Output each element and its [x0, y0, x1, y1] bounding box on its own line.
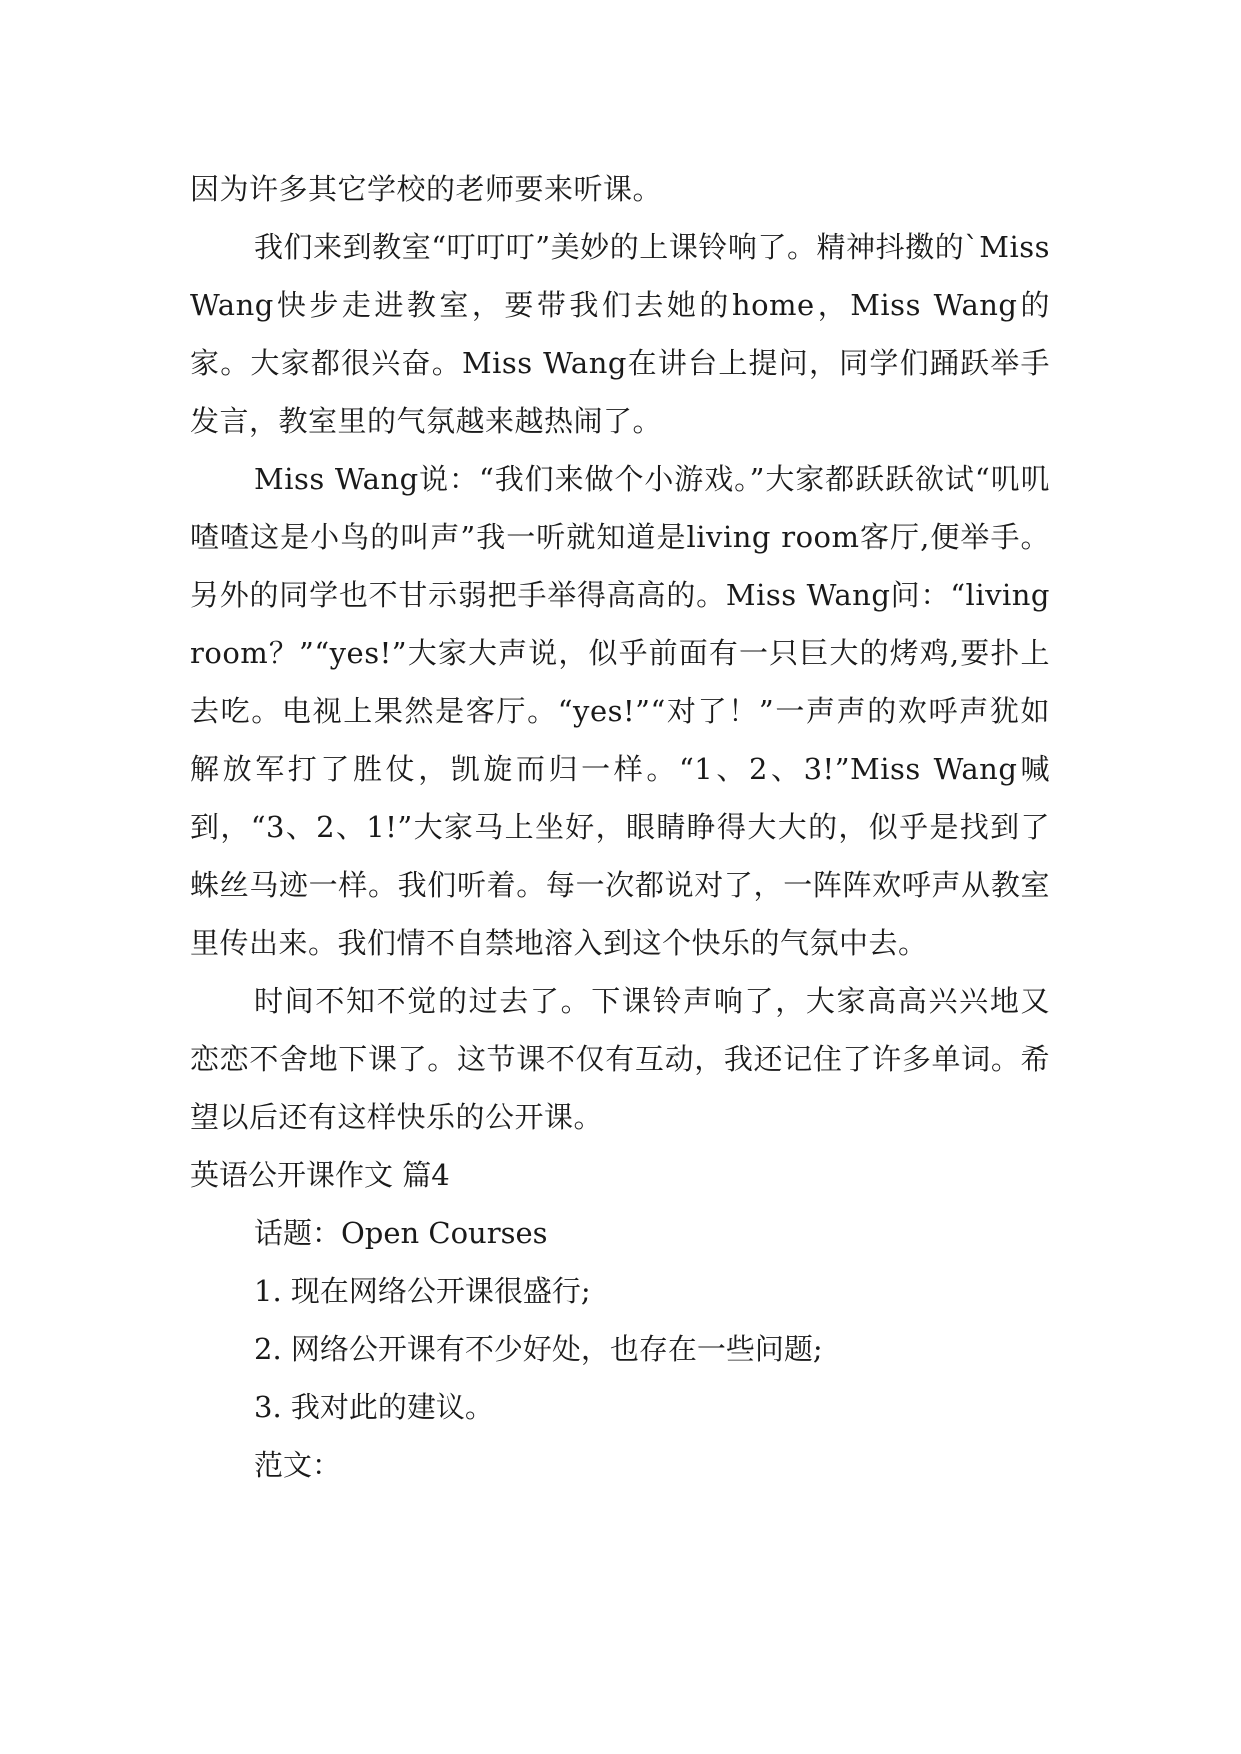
point-item: 2. 网络公开课有不少好处，也存在一些问题; — [254, 1332, 823, 1366]
section-title: 英语公开课作文 篇4 — [190, 1158, 450, 1192]
paragraph-continued: 因为许多其它学校的老师要来听课。 — [190, 172, 663, 206]
sample-label: 范文： — [254, 1448, 342, 1482]
topic-line: 话题：Open Courses — [254, 1216, 548, 1250]
paragraph-classroom: 我们来到教室“叮叮叮”美妙的上课铃响了。精神抖擞的`Miss Wang快步走进教室，要带我们去她的home，Miss Wang的家。大家都很兴奋。Miss Wang在讲台上提问，同学们踊跃举手发言，教室里的气氛越来越热闹了。 — [190, 230, 1050, 438]
paragraph-game: Miss Wang说：“我们来做个小游戏。”大家都跃跃欲试“叽叽喳喳这是小鸟的叫声”我一听就知道是living room客厅,便举手。另外的同学也不甘示弱把手举得高高的。Miss Wang问：“living room？”“yes!”大家大声说，似乎前面有一只巨大的烤鸡,要扑上去吃。电视上果然是客厅。“yes!”“对了！”一声声的欢呼声犹如解放军打了胜仗，凯旋而归一样。“1、2、3!”Miss Wang喊到，“3、2、1!”大家马上坐好，眼睛睁得大大的，似乎是找到了蛛丝马迹一样。我们听着。每一次都说对了，一阵阵欢呼声从教室里传出来。我们情不自禁地溶入到这个快乐的气氛中去。 — [190, 462, 1050, 960]
document-body — [190, 160, 1050, 1494]
point-item: 1. 现在网络公开课很盛行; — [254, 1274, 591, 1308]
point-item: 3. 我对此的建议。 — [254, 1390, 494, 1424]
paragraph-end: 时间不知不觉的过去了。下课铃声响了，大家高高兴兴地又恋恋不舍地下课了。这节课不仅有互动，我还记住了许多单词。希望以后还有这样快乐的公开课。 — [190, 984, 1050, 1134]
